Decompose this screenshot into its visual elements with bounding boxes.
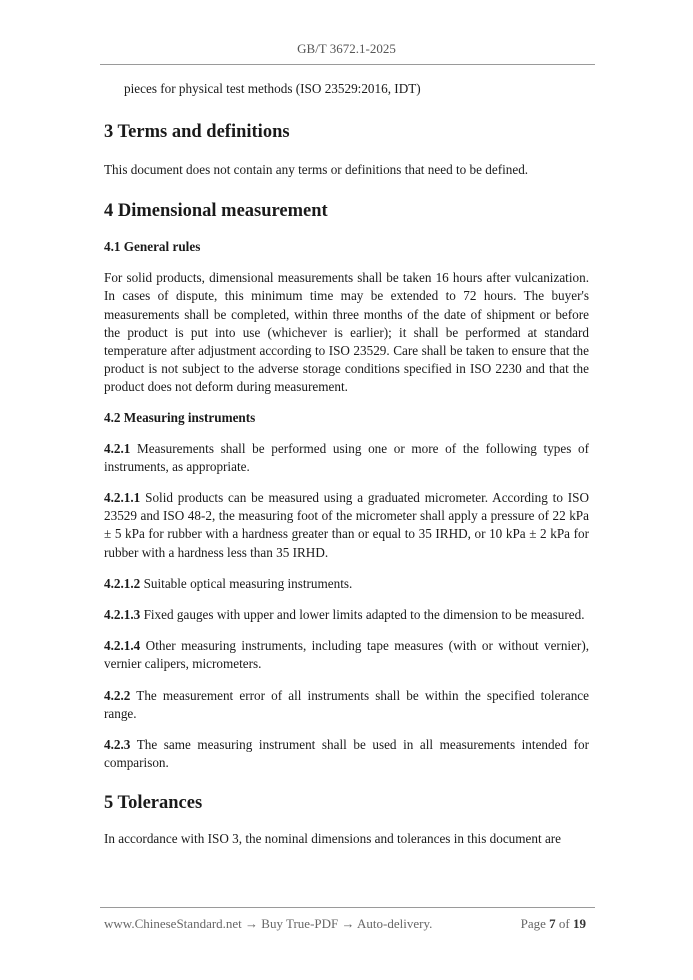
clause-number: 4.2.2: [104, 687, 131, 703]
clause-text: Other measuring instruments, including tape measures (with or without vernier), vernier calipers, micrometers.: [104, 638, 590, 672]
page-current: 7: [549, 916, 556, 931]
clause-number: 4.2.1: [104, 440, 131, 456]
document-body: [104, 80, 589, 849]
section-5-text: In accordance with ISO 3, the nominal dimensions and tolerances in this document are: [104, 831, 562, 847]
clause-4-2-1-1: [104, 489, 589, 562]
page-indicator: [521, 916, 586, 932]
clause-4-2-1-4: [104, 637, 589, 673]
clause-4-2-2: [104, 687, 589, 723]
section-4-title: 4 Dimensional measurement: [104, 201, 328, 222]
footer-divider: [100, 907, 595, 908]
section-4-2-title: 4.2 Measuring instruments: [104, 409, 256, 425]
clause-text: Suitable optical measuring instruments.: [143, 575, 353, 591]
clause-number: 4.2.1.4: [104, 638, 141, 654]
clause-text: Fixed gauges with upper and lower limits adapted to the dimension to be measured.: [143, 607, 585, 623]
of-label: of: [558, 916, 570, 931]
section-4-1-title: 4.1 General rules: [104, 239, 201, 255]
continuation-text: pieces for physical test methods (ISO 23529:2016, IDT): [124, 81, 421, 96]
section-4-1-text: For solid products, dimensional measurements shall be taken 16 hours after vulcanization. In cases of dispute, this minimum time may be extended to 72 hours. The buyer's measurements shall be completed, within three months of the date of shipment or before the product is put into use (whichever is earlier); it shall be performed at standard temperature after adjustment according to ISO 23529. Care shall be taken to ensure that the product is not subject to the adverse storage conditions specified in ISO 2230 and that the product does not deform during measurement.: [104, 270, 589, 395]
clause-4-2-3: [104, 736, 589, 772]
clause-4-2-1: [104, 440, 589, 476]
clause-number: 4.2.1.1: [104, 490, 141, 506]
clause-number: 4.2.1.3: [104, 607, 141, 623]
page-label: Page: [520, 916, 546, 931]
section-5-title: 5 Tolerances: [104, 793, 203, 814]
clause-4-2-1-2: [104, 575, 589, 593]
clause-number: 4.2.1.2: [104, 575, 141, 591]
section-3-text: This document does not contain any terms or definitions that need to be defined.: [104, 162, 529, 177]
clause-text: Solid products can be measured using a graduated micrometer. According to ISO 23529 and ISO 48-2, the measuring foot of the micrometer shall apply a pressure of 22 kPa ± 5 kPa for rubber with a hardness greater than or equal to 35 IRHD, or 10 kPa ± 2 kPa for rubber with a hardness less than 35 IRHD.: [104, 490, 590, 560]
header-divider: [100, 64, 595, 65]
page-total: 19: [573, 916, 586, 931]
footer-link[interactable]: www.ChineseStandard.net → Buy True-PDF → Auto-delivery.: [104, 916, 433, 931]
clause-text: The measurement error of all instruments shall be within the specified tolerance range.: [104, 687, 589, 721]
section-3-title: 3 Terms and definitions: [104, 122, 290, 142]
clause-text: The same measuring instrument shall be used in all measurements intended for comparison.: [104, 737, 589, 771]
clause-4-2-1-3: [104, 606, 589, 624]
page-header: GB/T 3672.1-2025: [297, 41, 396, 56]
clause-text: Measurements shall be performed using one or more of the following types of instruments, as appropriate.: [104, 440, 590, 474]
clause-number: 4.2.3: [104, 737, 131, 753]
